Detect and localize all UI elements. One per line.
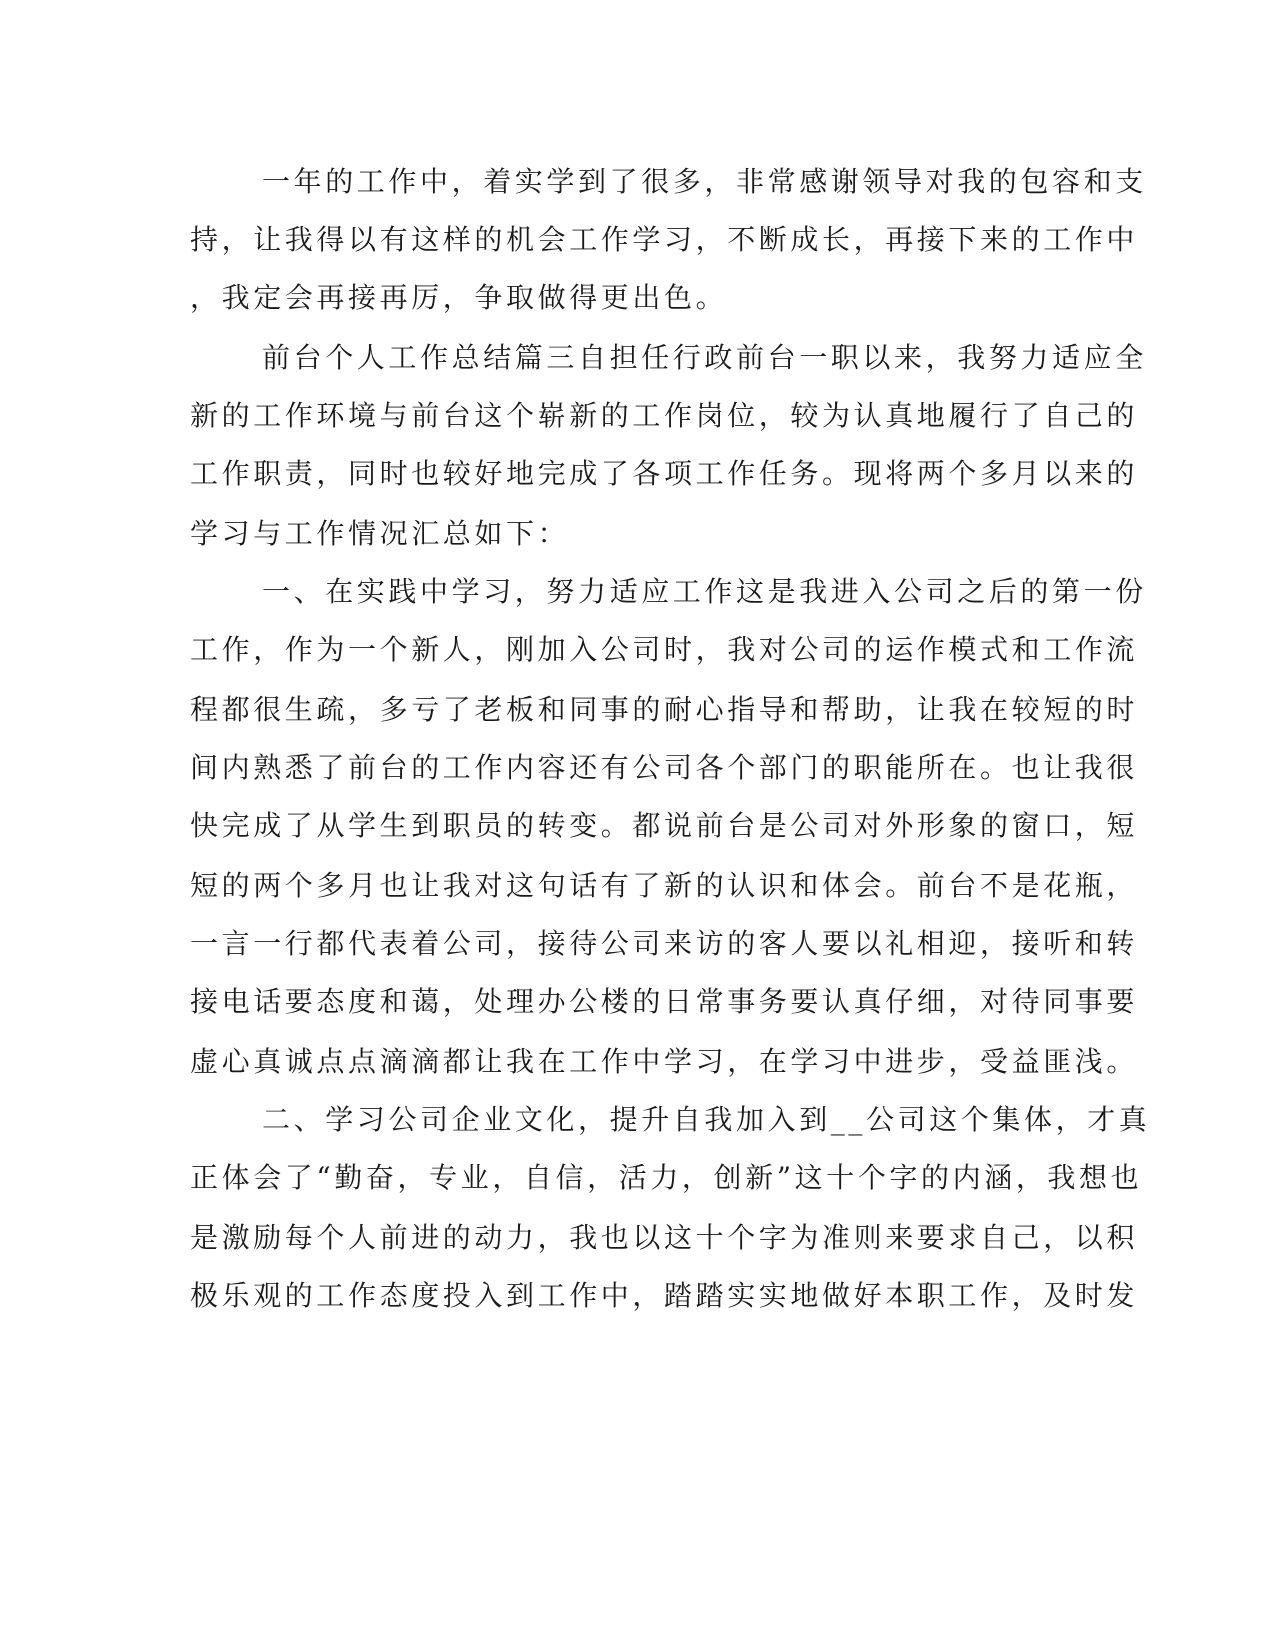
paragraph-2-line-4: 学习与工作情况汇总如下： xyxy=(190,517,570,550)
paragraph-3-line-5: 快完成了从学生到职员的转变。都说前台是公司对外形象的窗口，短 xyxy=(190,809,1139,842)
paragraph-1-line-3: ，我定会再接再厉，争取做得更出色。 xyxy=(190,281,728,314)
paragraph-3-line-3: 程都很生疏，多亏了老板和同事的耐心指导和帮助，让我在较短的时 xyxy=(190,693,1139,726)
paragraph-4-line-3: 是激励每个人前进的动力，我也以这十个字为准则来要求自己，以积 xyxy=(190,1221,1139,1254)
paragraph-1-line-2: 持，让我得以有这样的机会工作学习，不断成长，再接下来的工作中 xyxy=(190,223,1139,256)
paragraph-3-line-7: 一言一行都代表着公司，接待公司来访的客人要以礼相迎，接听和转 xyxy=(190,927,1139,960)
paragraph-2-line-1: 前台个人工作总结篇三自担任行政前台一职以来，我努力适应全 xyxy=(262,341,1147,374)
paragraph-2-line-2: 新的工作环境与前台这个崭新的工作岗位，较为认真地履行了自己的 xyxy=(190,399,1139,432)
paragraph-3-line-4: 间内熟悉了前台的工作内容还有公司各个部门的职能所在。也让我很 xyxy=(190,751,1139,784)
paragraph-4-line-1: 二、学习公司企业文化，提升自我加入到__公司这个集体，才真 xyxy=(262,1103,1151,1136)
paragraph-3-line-1: 一、在实践中学习，努力适应工作这是我进入公司之后的第一份 xyxy=(262,575,1147,608)
paragraph-1-line-1: 一年的工作中，着实学到了很多，非常感谢领导对我的包容和支 xyxy=(262,165,1147,198)
paragraph-3-line-6: 短的两个多月也让我对这句话有了新的认识和体会。前台不是花瓶， xyxy=(190,869,1139,902)
paragraph-4-line-2: 正体会了“勤奋，专业，自信，活力，创新”这十个字的内涵，我想也 xyxy=(190,1161,1143,1194)
paragraph-2-line-3: 工作职责，同时也较好地完成了各项工作任务。现将两个多月以来的 xyxy=(190,457,1139,490)
paragraph-3-line-8: 接电话要态度和蔼，处理办公楼的日常事务要认真仔细，对待同事要 xyxy=(190,985,1139,1018)
paragraph-3-line-9: 虚心真诚点点滴滴都让我在工作中学习，在学习中进步，受益匪浅。 xyxy=(190,1045,1139,1078)
paragraph-4-line-4: 极乐观的工作态度投入到工作中，踏踏实实地做好本职工作，及时发 xyxy=(190,1279,1139,1312)
paragraph-3-line-2: 工作，作为一个新人，刚加入公司时，我对公司的运作模式和工作流 xyxy=(190,633,1139,666)
